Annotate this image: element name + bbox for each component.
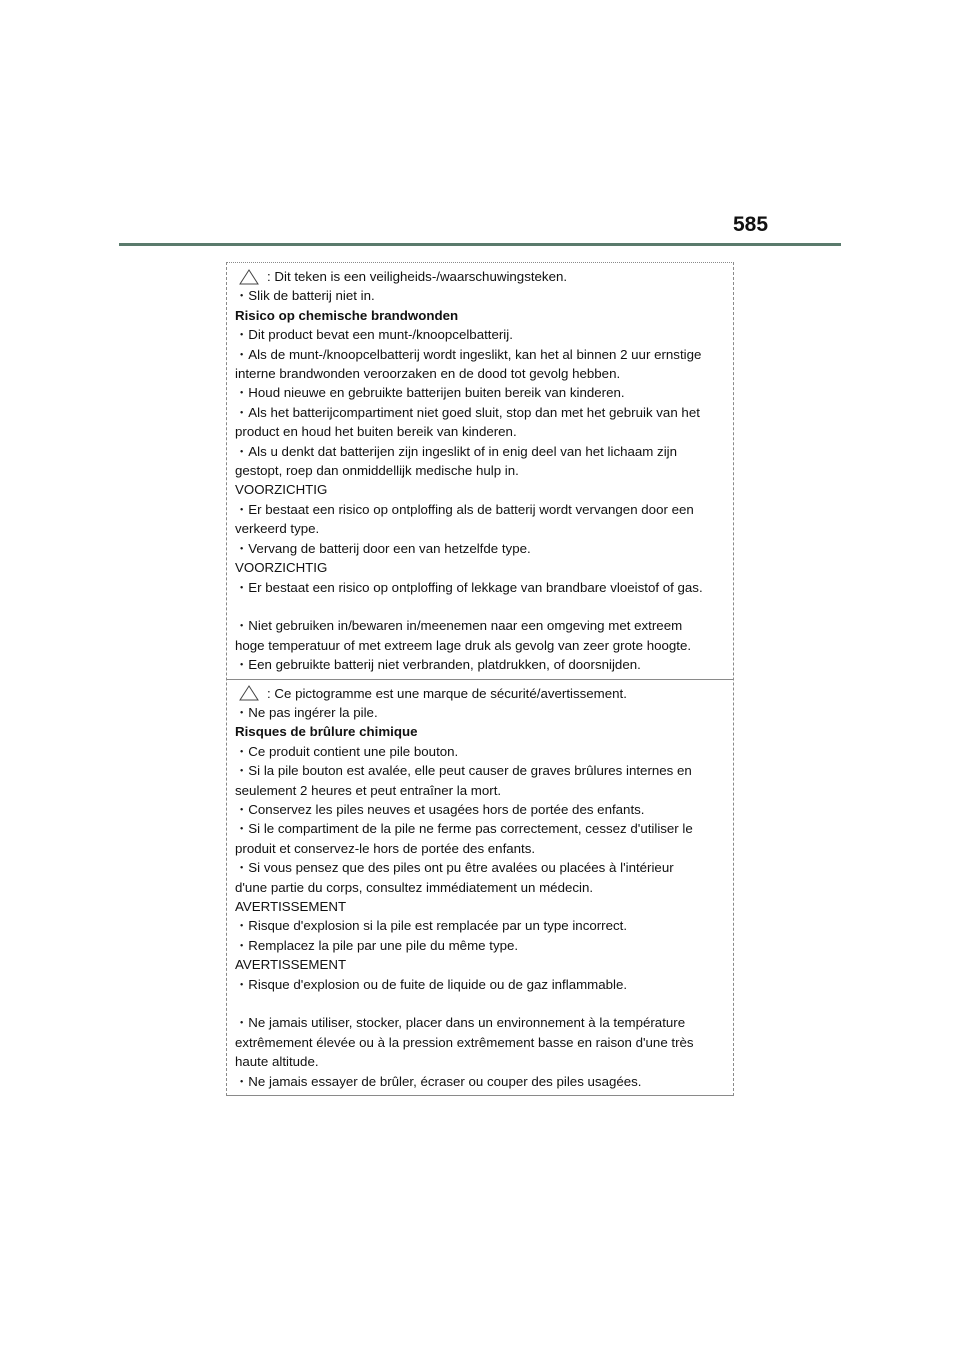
notice-line: ・Dit product bevat een munt-/knoopcelbatterij.: [235, 327, 513, 343]
notice-line: seulement 2 heures et peut entraîner la mort.: [235, 782, 502, 798]
notice-line: ・Slik de batterij niet in.: [235, 288, 375, 304]
notice-line: gestopt, roep dan onmiddellijk medische hulp in.: [235, 463, 519, 479]
notice-line: ・Conservez les piles neuves et usagées hors de portée des enfants.: [235, 801, 645, 817]
notice-line: ・Vervang de batterij door een van hetzelfde type.: [235, 540, 531, 556]
notice-line: Risico op chemische brandwonden: [235, 307, 459, 323]
notice-line: extrêmement élevée ou à la pression extrêmement basse en raison d'une très: [235, 1034, 694, 1050]
notice-line: ・Risque d'explosion si la pile est remplacée par un type incorrect.: [235, 918, 628, 934]
notice-line: ・Als u denkt dat batterijen zijn ingeslikt of in enig deel van het lichaam zijn: [235, 443, 677, 459]
warning-symbol-text: : Ce pictogramme est une marque de sécurité/avertissement.: [267, 685, 627, 701]
notice-line: hoge temperatuur of met extreem lage druk als gevolg van zeer grote hoogte.: [235, 637, 692, 653]
warning-symbol-text: : Dit teken is een veiligheids-/waarschuwingsteken.: [267, 269, 568, 284]
notice-line: ・Ne jamais essayer de brûler, écraser ou couper des piles usagées.: [235, 1073, 642, 1089]
warning-symbol-line: [235, 684, 733, 703]
warning-triangle-icon: [239, 269, 259, 285]
notice-line: interne brandwonden veroorzaken en de dood tot gevolg hebben.: [235, 366, 621, 382]
notice-line: Risques de brûlure chimique: [235, 724, 418, 740]
notice-line: ・Si vous pensez que des piles ont pu être avalées ou placées à l'intérieur: [235, 860, 674, 876]
notice-line: VOORZICHTIG: [235, 560, 328, 576]
notice-line: ・Ce produit contient une pile bouton.: [235, 743, 459, 759]
notice-line: ・Ne pas ingérer la pile.: [235, 704, 378, 720]
notice-section-dutch: [227, 263, 733, 679]
notice-section-french: [227, 679, 733, 1096]
warning-symbol-line: [235, 267, 733, 286]
notice-lines: [235, 286, 733, 674]
warning-triangle-icon: [239, 685, 259, 701]
notice-line: ・Een gebruikte batterij niet verbranden, platdrukken, of doorsnijden.: [235, 657, 641, 673]
notice-line: produit et conservez-le hors de portée des enfants.: [235, 840, 536, 856]
notice-line: ・Ne jamais utiliser, stocker, placer dans un environnement à la température: [235, 1015, 686, 1031]
battery-notice-box: [226, 262, 734, 1096]
notice-line: AVERTISSEMENT: [235, 898, 347, 914]
notice-line: ・Si le compartiment de la pile ne ferme pas correctement, cessez d'utiliser le: [235, 821, 693, 837]
notice-lines: [235, 703, 733, 1091]
page-number: 585: [733, 213, 769, 236]
header-rule: [119, 243, 841, 246]
notice-line: [235, 597, 733, 616]
notice-line: product en houd het buiten bereik van kinderen.: [235, 424, 517, 440]
notice-line: haute altitude.: [235, 1054, 319, 1070]
notice-line: ・Niet gebruiken in/bewaren in/meenemen naar een omgeving met extreem: [235, 618, 683, 634]
notice-line: ・Risque d'explosion ou de fuite de liquide ou de gaz inflammable.: [235, 976, 628, 992]
notice-line: ・Er bestaat een risico op ontploffing als de batterij wordt vervangen door een: [235, 501, 694, 517]
notice-line: ・Si la pile bouton est avalée, elle peut causer de graves brûlures internes en: [235, 763, 692, 779]
notice-line: ・Er bestaat een risico op ontploffing of lekkage van brandbare vloeistof of gas.: [235, 579, 703, 595]
notice-line: verkeerd type.: [235, 521, 320, 537]
notice-line: ・Remplacez la pile par une pile du même type.: [235, 937, 519, 953]
notice-line: ・Als het batterijcompartiment niet goed sluit, stop dan met het gebruik van het: [235, 404, 700, 420]
notice-line: VOORZICHTIG: [235, 482, 328, 498]
notice-line: AVERTISSEMENT: [235, 957, 347, 973]
notice-line: ・Houd nieuwe en gebruikte batterijen buiten bereik van kinderen.: [235, 385, 625, 401]
notice-line: [235, 994, 733, 1013]
notice-line: ・Als de munt-/knoopcelbatterij wordt ingeslikt, kan het al binnen 2 uur ernstige: [235, 346, 702, 362]
notice-line: d'une partie du corps, consultez immédiatement un médecin.: [235, 879, 594, 895]
